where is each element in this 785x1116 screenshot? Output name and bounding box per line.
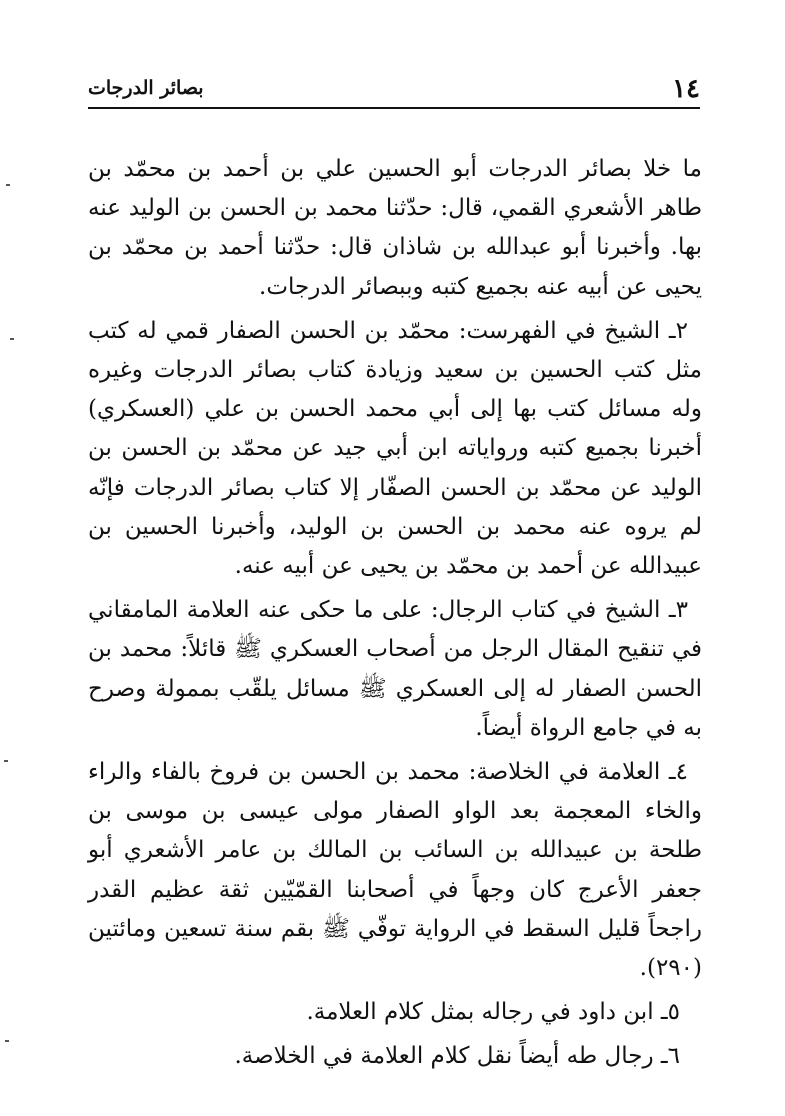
scan-mark xyxy=(4,760,8,762)
page-header xyxy=(88,68,700,104)
paragraph-item-4: ٤ـ العلامة في الخلاصة: محمد بن الحسن بن فروخ بالفاء والراء والخاء المعجمة بعد الواو الصفار مولى عيسى بن موسى بن طلحة بن عبيدالله بن السائب بن المالك بن عامر الأشعري أبو جعفر الأعرج كان وجهاً في أصحابنا القمّيّين ثقة عظيم القدر راجحاً قليل السقط في الرواية توفّي ﷺ بقم سنة تسعين ومائتين (٢٩٠). xyxy=(88,759,702,982)
scan-mark xyxy=(10,338,14,340)
paragraph-item-2: ٢ـ الشيخ في الفهرست: محمّد بن الحسن الصفار قمي له كتب مثل كتب الحسين بن سعيد وزيادة كتاب بصائر الدرجات وغيره وله مسائل كتب بها إلى أبي محمد الحسن بن علي (العسكري) أخبرنا بجميع كتبه ورواياته ابن أبي جيد عن محمّد بن الحسن بن الوليد عن محمّد بن الحسن الصفّار إلا كتاب بصائر الدرجات فإنّه لم يروه عنه محمد بن الحسن بن الوليد، وأخبرنا الحسين بن عبيدالله عن أحمد بن محمّد بن يحيى عن أبيه عنه. xyxy=(88,317,702,580)
header-rule xyxy=(88,107,700,109)
paragraph-item-3: ٣ـ الشيخ في كتاب الرجال: على ما حكى عنه العلامة المامقاني في تنقيح المقال الرجل من أصحاب العسكري ﷺ قائلاً: محمد بن الحسن الصفار له إلى العسكري ﷺ مسائل يلقّب بممولة وصرح به في جامع الرواة أيضاً. xyxy=(88,597,702,741)
paragraph-continuation: ما خلا بصائر الدرجات أبو الحسين علي بن أحمد بن محمّد بن طاهر الأشعري القمي، قال: حدّثنا محمد بن الحسن بن الوليد عنه بها. وأخبرنا أبو عبدالله بن شاذان قال: حدّثنا أحمد بن محمّد بن يحيى عن أبيه عنه بجميع كتبه وببصائر الدرجات. xyxy=(88,156,702,300)
scan-mark xyxy=(6,184,10,186)
page-number: ١٤ xyxy=(672,74,700,104)
body-text xyxy=(88,150,702,1082)
paragraph-item-6: ٦ـ رجال طه أيضاً نقل كلام العلامة في الخلاصة. xyxy=(234,1043,680,1070)
paragraph-item-5: ٥ـ ابن داود في رجاله بمثل كلام العلامة. xyxy=(306,999,680,1026)
scan-mark xyxy=(5,1040,9,1042)
running-title: بصائر الدرجات xyxy=(88,77,204,99)
